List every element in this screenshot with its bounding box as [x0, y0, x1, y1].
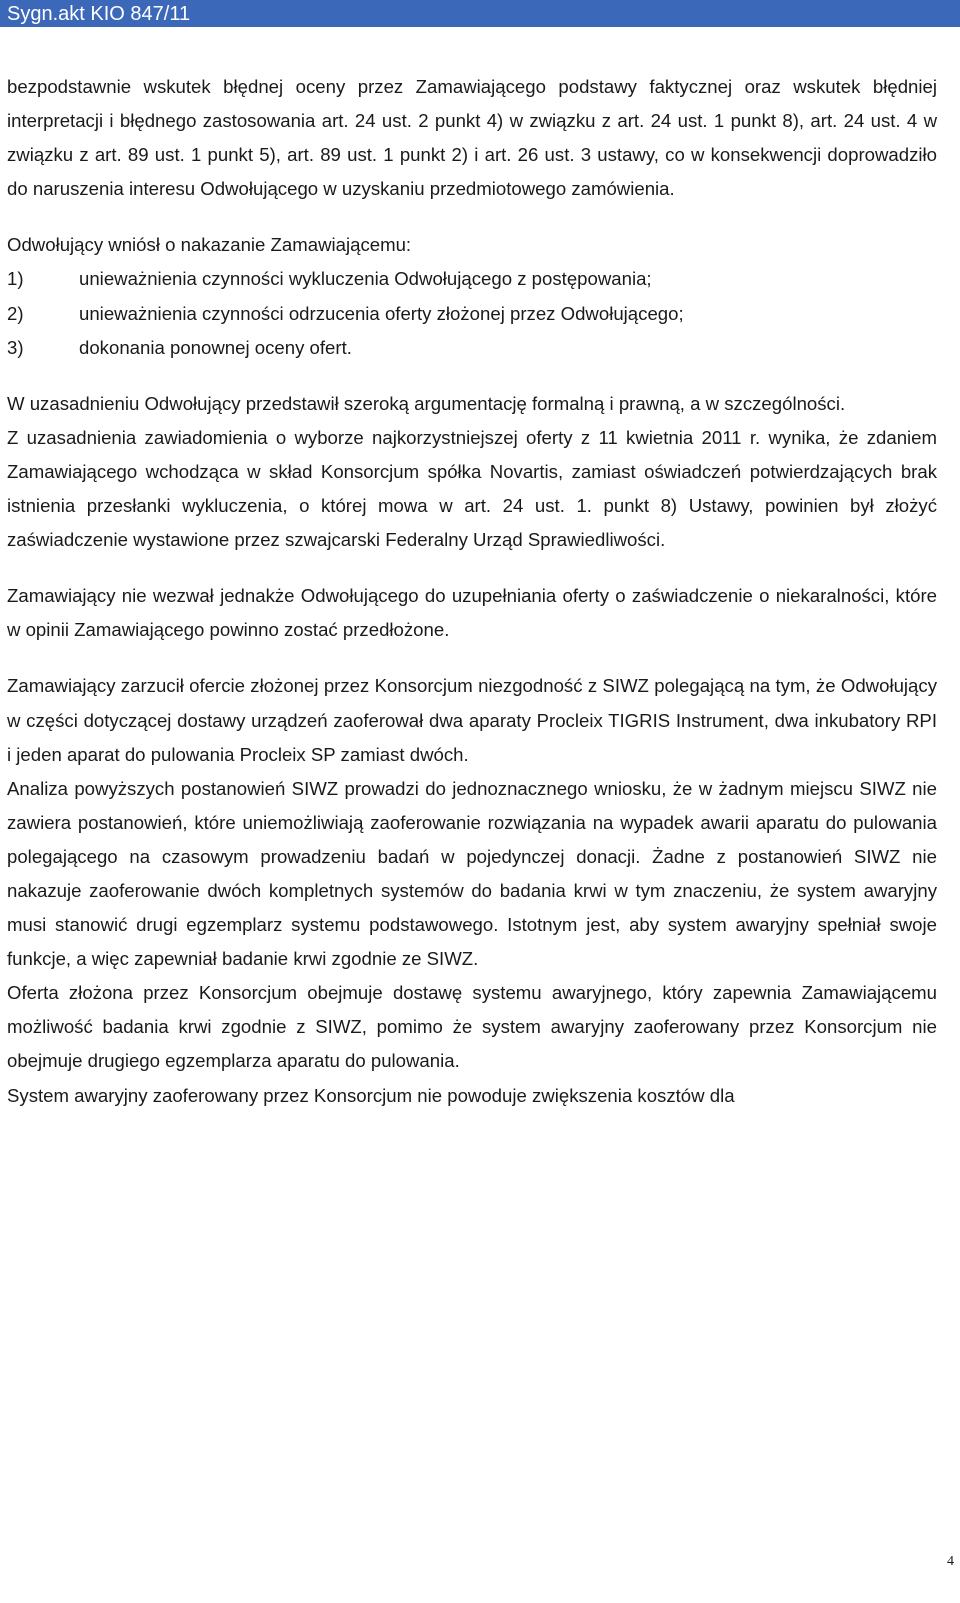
requests-list [7, 262, 937, 364]
case-reference: Sygn.akt KIO 847/11 [7, 3, 191, 25]
list-number: 3) [7, 336, 24, 358]
paragraph-nonconformity: Zamawiający zarzucił ofercie złożonej przez Konsorcjum niezgodność z SIWZ polegającą na tym, że Odwołujący w części dotyczącej dostawy urządzeń zaoferował dwa aparaty Procleix TIGRIS Instrument, dwa inkubatory RPI i jeden aparat do pulowania Procleix SP zamiast dwóch. [7, 675, 937, 765]
list-text: unieważnienia czynności wykluczenia Odwołującego z postępowania; [79, 268, 652, 290]
document-header-bar [0, 0, 960, 27]
page-number: 4 [947, 1554, 954, 1569]
paragraph-justification: W uzasadnieniu Odwołujący przedstawił szeroką argumentację formalną i prawną, a w szczególności. [7, 392, 846, 414]
list-item [7, 331, 937, 365]
list-text: unieważnienia czynności odrzucenia oferty złożonej przez Odwołującego; [79, 302, 684, 324]
paragraph-analysis: Analiza powyższych postanowień SIWZ prowadzi do jednoznacznego wniosku, że w żadnym miejscu SIWZ nie zawiera postanowień, które uniemożliwiają zaoferowanie rozwiązania na wypadek awarii aparatu do pulowania polegającego na czasowym prowadzeniu badań w pojedynczej donacji. Żadne z postanowień SIWZ nie nakazuje zaoferowanie dwóch kompletnych systemów do badania krwi w tym znaczeniu, że system awaryjny musi stanowić drugi egzemplarz systemu podstawowego. Istotnym jest, aby system awaryjny spełniał swoje funkcje, a więc zapewniał badanie krwi zgodnie ze SIWZ. [7, 777, 937, 970]
paragraph-offer: Oferta złożona przez Konsorcjum obejmuje dostawę systemu awaryjnego, który zapewnia Zamawiającemu możliwość badania krwi zgodnie z SIWZ, pomimo że system awaryjny zaoferowany przez Konsorcjum nie obejmuje drugiego egzemplarza aparatu do pulowania. [7, 982, 937, 1072]
list-number: 1) [7, 268, 24, 290]
paragraph-notice: Z uzasadnienia zawiadomienia o wyborze najkorzystniejszej oferty z 11 kwietnia 2011 r. wynika, że zdaniem Zamawiającego wchodząca w skład Konsorcjum spółka Novartis, zamiast oświadczeń potwierdzających brak istnienia przesłanki wykluczenia, o której mowa w art. 24 ust. 1. punkt 8) Ustawy, powinien był złożyć zaświadczenie wystawione przez szwajcarski Federalny Urząd Sprawiedliwości. [7, 426, 937, 551]
document-body [7, 70, 937, 1113]
list-item [7, 297, 937, 331]
list-number: 2) [7, 302, 24, 324]
paragraph-requests-intro: Odwołujący wniósł o nakazanie Zamawiającemu: [7, 234, 412, 256]
list-item [7, 262, 937, 296]
paragraph-grounds: bezpodstawnie wskutek błędnej oceny przez Zamawiającego podstawy faktycznej oraz wskutek błędniej interpretacji i błędnego zastosowania art. 24 ust. 2 punkt 4) w związku z art. 24 ust. 1 punkt 8), art. 24 ust. 4 w związku z art. 89 ust. 1 punkt 5), art. 89 ust. 1 punkt 2) i art. 26 ust. 3 ustawy, co w konsekwencji doprowadziło do naruszenia interesu Odwołującego w uzyskaniu przedmiotowego zamówienia. [7, 76, 937, 200]
list-text: dokonania ponownej oceny ofert. [79, 336, 352, 358]
paragraph-no-summons: Zamawiający nie wezwał jednakże Odwołującego do uzupełniania oferty o zaświadczenie o niekaralności, które w opinii Zamawiającego powinno zostać przedłożone. [7, 585, 937, 641]
paragraph-backup-system: System awaryjny zaoferowany przez Konsorcjum nie powoduje zwiększenia kosztów dla [7, 1084, 735, 1106]
